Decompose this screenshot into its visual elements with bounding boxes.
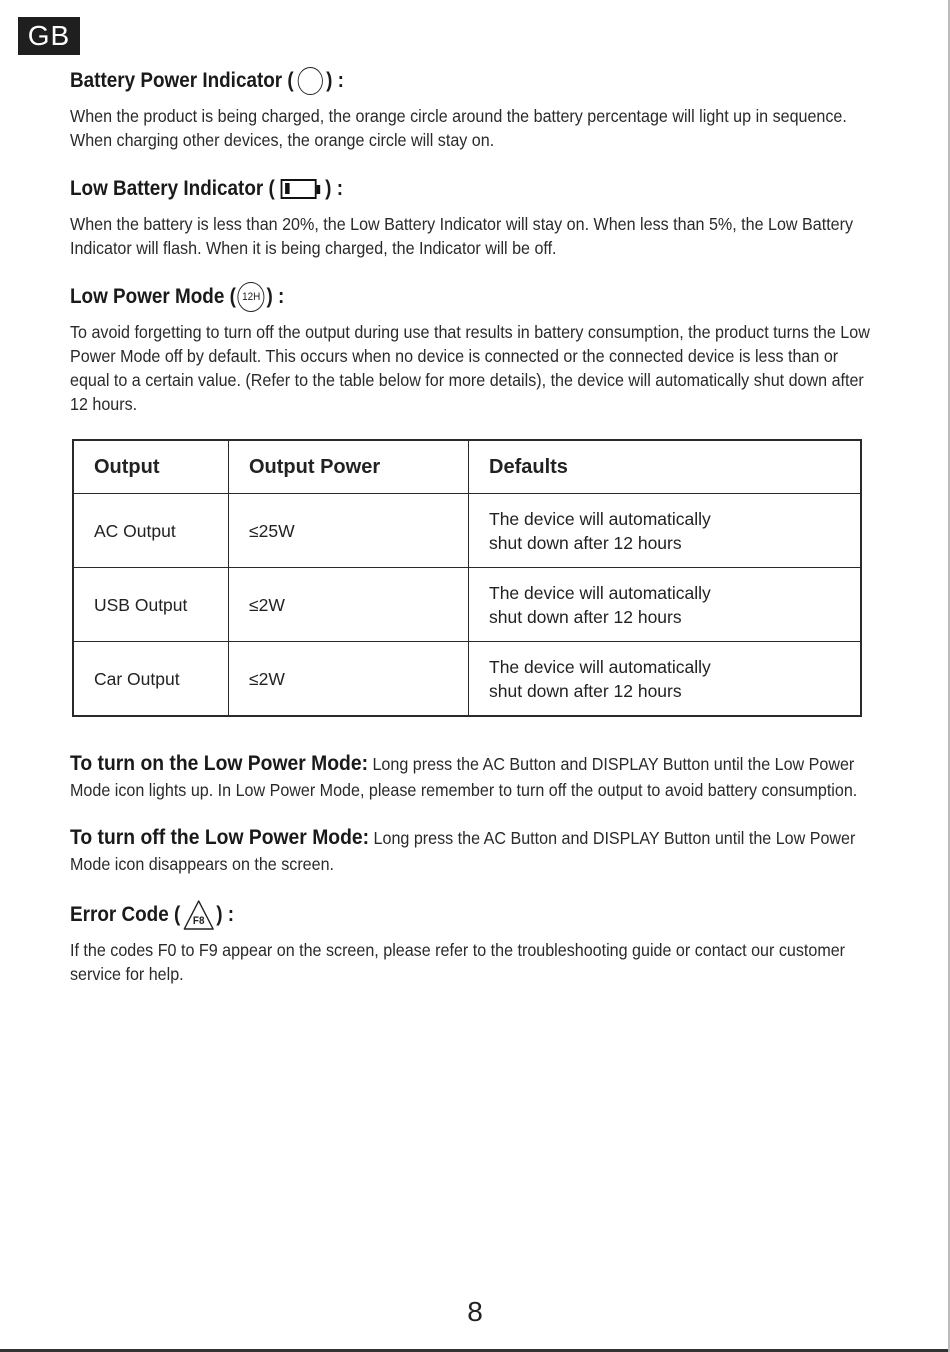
cell-output: USB Output	[73, 568, 229, 642]
turn-off-lead: To turn off the Low Power Mode:	[70, 826, 370, 849]
low-battery-text: When the battery is less than 20%, the Low Battery Indicator will stay on. When less than 5%, the Low Battery Indicator will flash. When it is being charged, the Indicator will be off.	[70, 214, 854, 258]
output-table	[72, 439, 862, 717]
cell-default: The device will automatically shut down after 12 hours	[469, 568, 862, 642]
battery-icon	[280, 179, 320, 199]
battery-indicator-text: When the product is being charged, the orange circle around the battery percentage will light up in sequence. When charging other devices, the orange circle will stay on.	[70, 106, 847, 150]
circle-icon	[297, 67, 322, 95]
content-lower	[70, 752, 880, 1008]
language-tag: GB	[18, 17, 80, 55]
table-header-row	[73, 440, 861, 494]
page-number: 8	[467, 1296, 483, 1327]
error-code-heading: Error Code ( F8 ) :	[70, 900, 799, 930]
12h-icon: 12H	[238, 282, 265, 312]
turn-off-text: Long press the AC Button and DISPLAY Button until the Low Power Mode icon disappears on the screen.	[70, 828, 856, 874]
table-row	[73, 642, 861, 717]
turn-on-text: Long press the AC Button and DISPLAY Button until the Low Power Mode icon lights up. In Low Power Mode, please remember to turn off the output to avoid battery consumption.	[70, 754, 858, 800]
turn-on-lead: To turn on the Low Power Mode:	[70, 752, 369, 775]
error-code-text: If the codes F0 to F9 appear on the screen, please refer to the troubleshooting guide or contact our customer service for help.	[70, 940, 846, 984]
header-output: Output	[73, 440, 229, 494]
cell-power: ≤25W	[229, 494, 469, 568]
header-output-power: Output Power	[229, 440, 469, 494]
svg-text:F8: F8	[192, 915, 205, 928]
cell-output: AC Output	[73, 494, 229, 568]
cell-output: Car Output	[73, 642, 229, 717]
cell-default: The device will automatically shut down after 12 hours	[469, 642, 862, 717]
header-defaults: Defaults	[469, 440, 862, 494]
cell-default: The device will automatically shut down after 12 hours	[469, 494, 862, 568]
section-low-power-mode	[70, 282, 880, 416]
cell-power: ≤2W	[229, 568, 469, 642]
cell-power: ≤2W	[229, 642, 469, 717]
table-row	[73, 494, 861, 568]
content-upper	[70, 66, 880, 438]
table-row	[73, 568, 861, 642]
battery-indicator-heading: Battery Power Indicator ( ) :	[70, 66, 799, 96]
section-low-battery	[70, 174, 880, 260]
warning-f8-icon	[182, 899, 214, 931]
turn-off-paragraph	[70, 826, 880, 878]
low-power-mode-heading: Low Power Mode ( 12H ) :	[70, 282, 799, 312]
section-battery-indicator	[70, 66, 880, 152]
low-power-mode-text: To avoid forgetting to turn off the output during use that results in battery consumption, the product turns the Low Power Mode off by default. This occurs when no device is connected or the connected device is less than or equal to a certain value. (Refer to the table below for more details), the device will automatically shut down after 12 hours.	[70, 322, 870, 414]
turn-on-paragraph	[70, 752, 880, 804]
section-error-code	[70, 900, 880, 986]
low-battery-heading: Low Battery Indicator ( ) :	[70, 177, 344, 200]
